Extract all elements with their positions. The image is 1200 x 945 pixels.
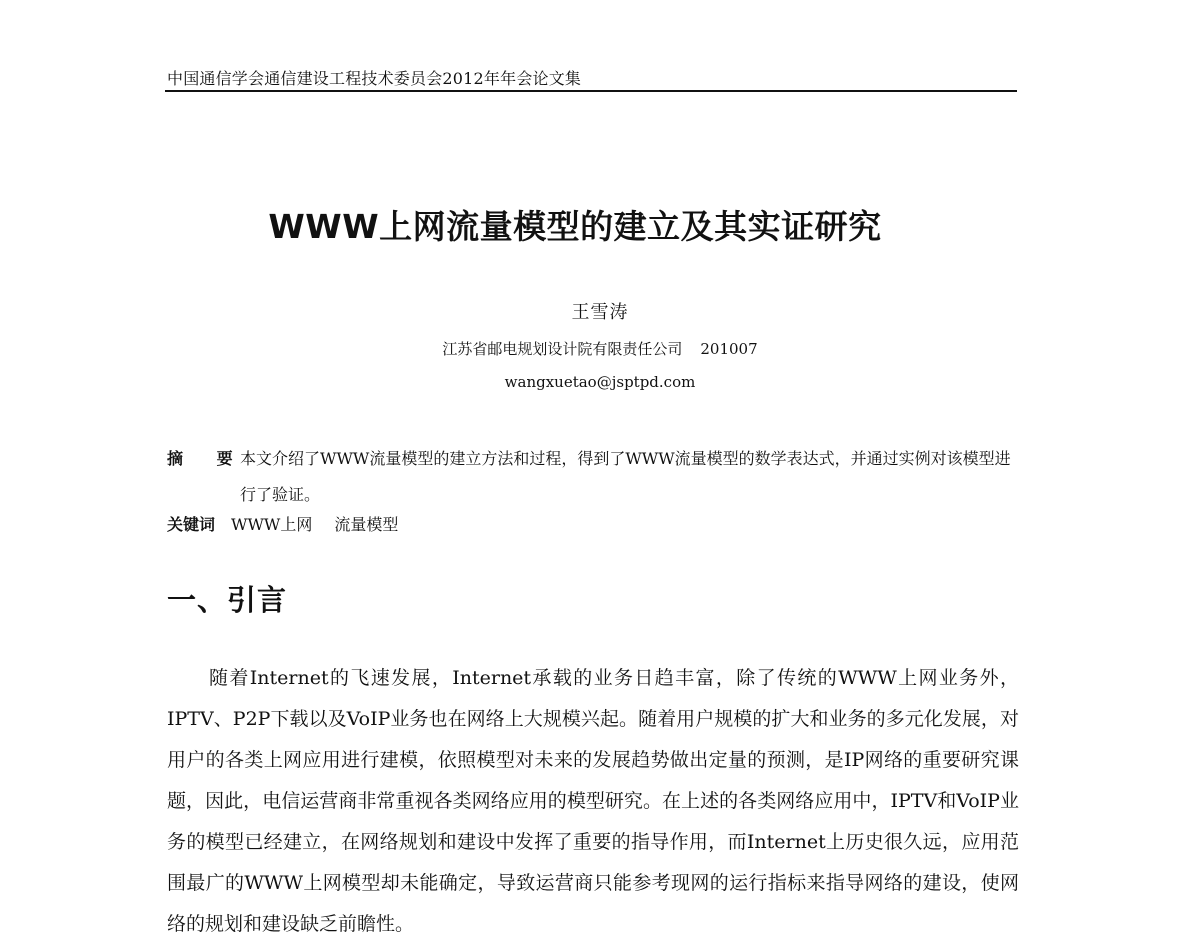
abstract: [167, 441, 1027, 513]
paper-title: [0, 201, 1200, 248]
keywords: [167, 512, 398, 535]
header-rule: [165, 90, 1017, 92]
author-name: 王雪涛: [571, 302, 629, 323]
abstract-text: 本文介绍了WWW流量模型的建立方法和过程，得到了WWW流量模型的数学表达式，并通过实例对该模型进行了验证。: [240, 449, 1011, 504]
paper-title-text: WWW上网流量模型的建立及其实证研究: [268, 207, 882, 246]
running-header: 中国通信学会通信建设工程技术委员会2012年年会论文集: [167, 69, 582, 88]
abstract-label: 摘 要: [167, 449, 247, 468]
affiliation-zip: 201007: [700, 340, 758, 358]
keyword-item: WWW上网: [231, 515, 313, 534]
author-email: wangxuetao@jsptpd.com: [504, 373, 696, 391]
keyword-item: 流量模型: [334, 515, 399, 534]
keywords-label: 关键词: [167, 515, 216, 534]
intro-paragraph: 随着Internet的飞速发展，Internet承载的业务日趋丰富，除了传统的WWW上网业务外，IPTV、P2P下载以及VoIP业务也在网络上大规模兴起。随着用户规模的扩大和业务的多元化发展，对用户的各类上网应用进行建模，依照模型对未来的发展趋势做出定量的预测，是IP网络的重要研究课题，因此，电信运营商非常重视各类网络应用的模型研究。在上述的各类网络应用中，IPTV和VoIP业务的模型已经建立，在网络规划和建设中发挥了重要的指导作用，而Internet上历史很久远，应用范围最广的WWW上网模型却未能确定，导致运营商只能参考现网的运行指标来指导网络的建设，使网络的规划和建设缺乏前瞻性。: [167, 667, 1019, 935]
affiliation-org: 江苏省邮电规划设计院有限责任公司: [442, 340, 683, 358]
author-affiliation: [0, 338, 1200, 359]
section-heading: 一、引言: [167, 583, 288, 617]
